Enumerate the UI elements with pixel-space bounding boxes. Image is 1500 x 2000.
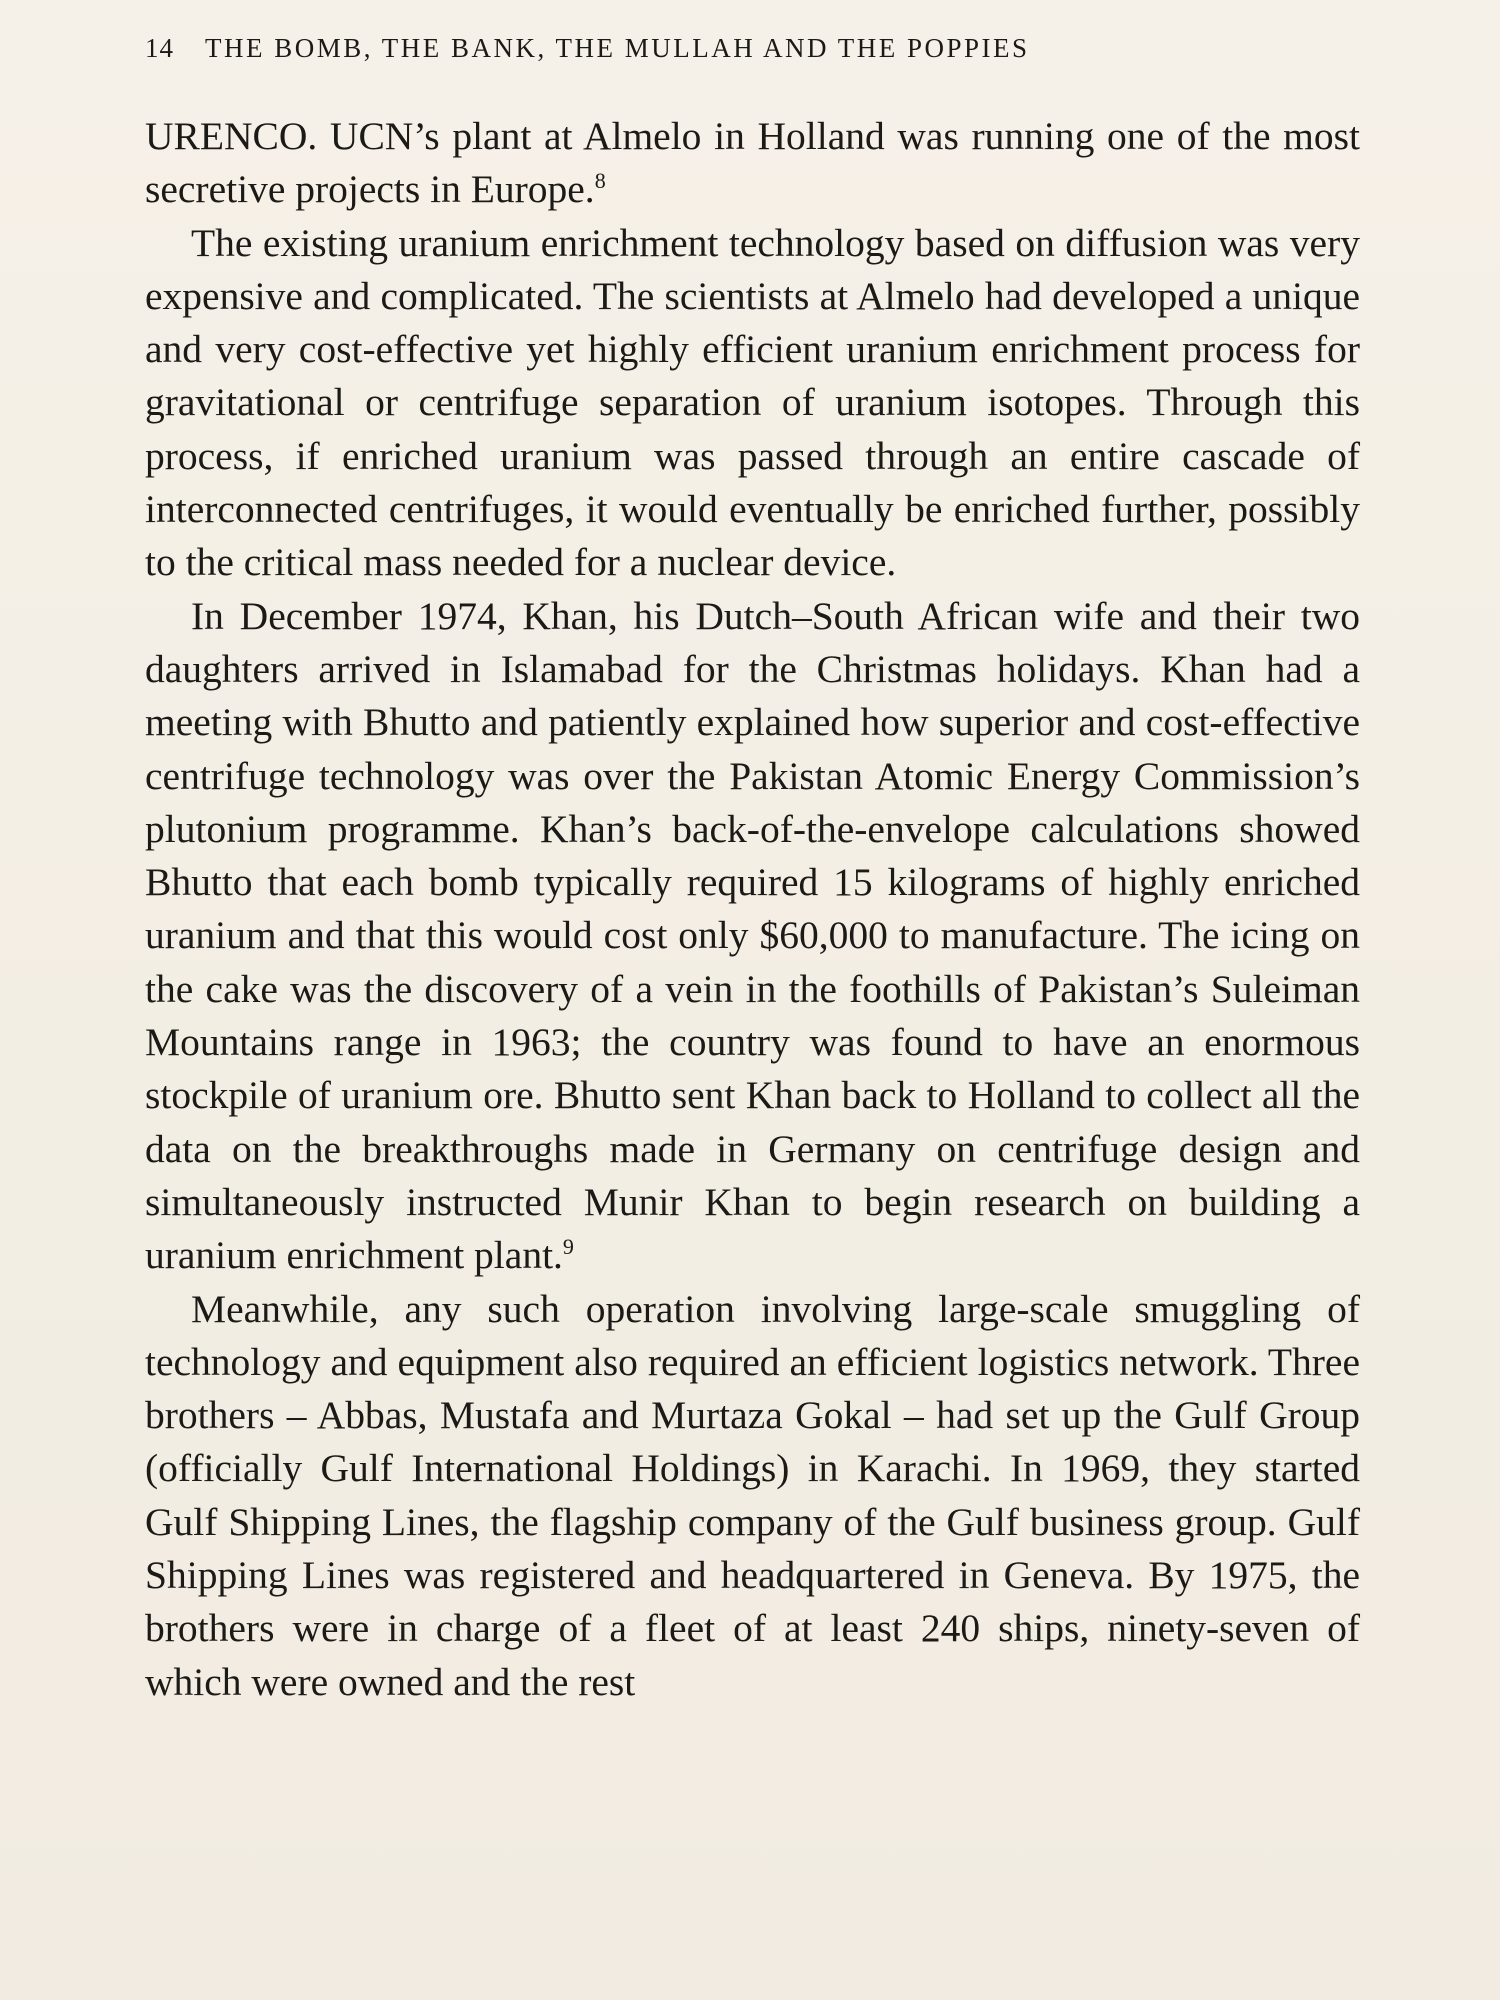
- paragraph: [145, 110, 1360, 217]
- footnote-marker: 8: [594, 168, 606, 194]
- page-number: 14: [145, 33, 174, 63]
- running-head: THE BOMB, THE BANK, THE MULLAH AND THE POPPIES: [205, 33, 1030, 63]
- paragraph-text: Meanwhile, any such operation involving large-scale smuggling of technology and equipment also required an efficient logistics network. Three brothers – Abbas, Mustafa and Murtaza Gokal – had set up the Gulf Group (officially Gulf International Holdings) in Karachi. In 1969, they started Gulf Shipping Lines, the flagship company of the Gulf business group. Gulf Shipping Lines was registered and headquartered in Geneva. By 1975, the brothers were in charge of a fleet of at least 240 ships, ninety-seven of which were owned and the rest: [145, 1286, 1360, 1704]
- paragraph: [145, 590, 1360, 1283]
- paragraph-text: URENCO. UCN’s plant at Almelo in Holland was running one of the most secretive projects in Europe.: [145, 114, 1360, 212]
- paragraph: [145, 217, 1360, 590]
- paragraph-text: The existing uranium enrichment technology based on diffusion was very expensive and complicated. The scientists at Almelo had developed a unique and very cost-effective yet highly efficient uranium enrichment process for gravitational or centrifuge separation of uranium isotopes. Through this process, if enriched uranium was passed through an entire cascade of interconnected centrifuges, it would eventually be enriched further, possibly to the critical mass needed for a nuclear device.: [145, 220, 1360, 585]
- paragraph-text: In December 1974, Khan, his Dutch–South African wife and their two daughters arrived in Islamabad for the Christmas holidays. Khan had a meeting with Bhutto and patiently explained how superior and cost-effective centrifuge technology was over the Pakistan Atomic Energy Commission’s plutonium programme. Khan’s back-of-the-envelope calculations showed Bhutto that each bomb typically required 15 kilograms of highly enriched uranium and that this would cost only $60,000 to manufacture. The icing on the cake was the discovery of a vein in the foothills of Pakistan’s Suleiman Mountains range in 1963; the country was found to have an enormous stockpile of uranium ore. Bhutto sent Khan back to Holland to collect all the data on the breakthroughs made in Germany on centrifuge design and simultaneously instructed Munir Khan to begin research on building a uranium enrichment plant.: [145, 593, 1360, 1278]
- paragraph: [145, 1283, 1360, 1709]
- body-text: [145, 110, 1360, 1709]
- page-header: [145, 28, 1375, 68]
- footnote-marker: 9: [562, 1234, 574, 1260]
